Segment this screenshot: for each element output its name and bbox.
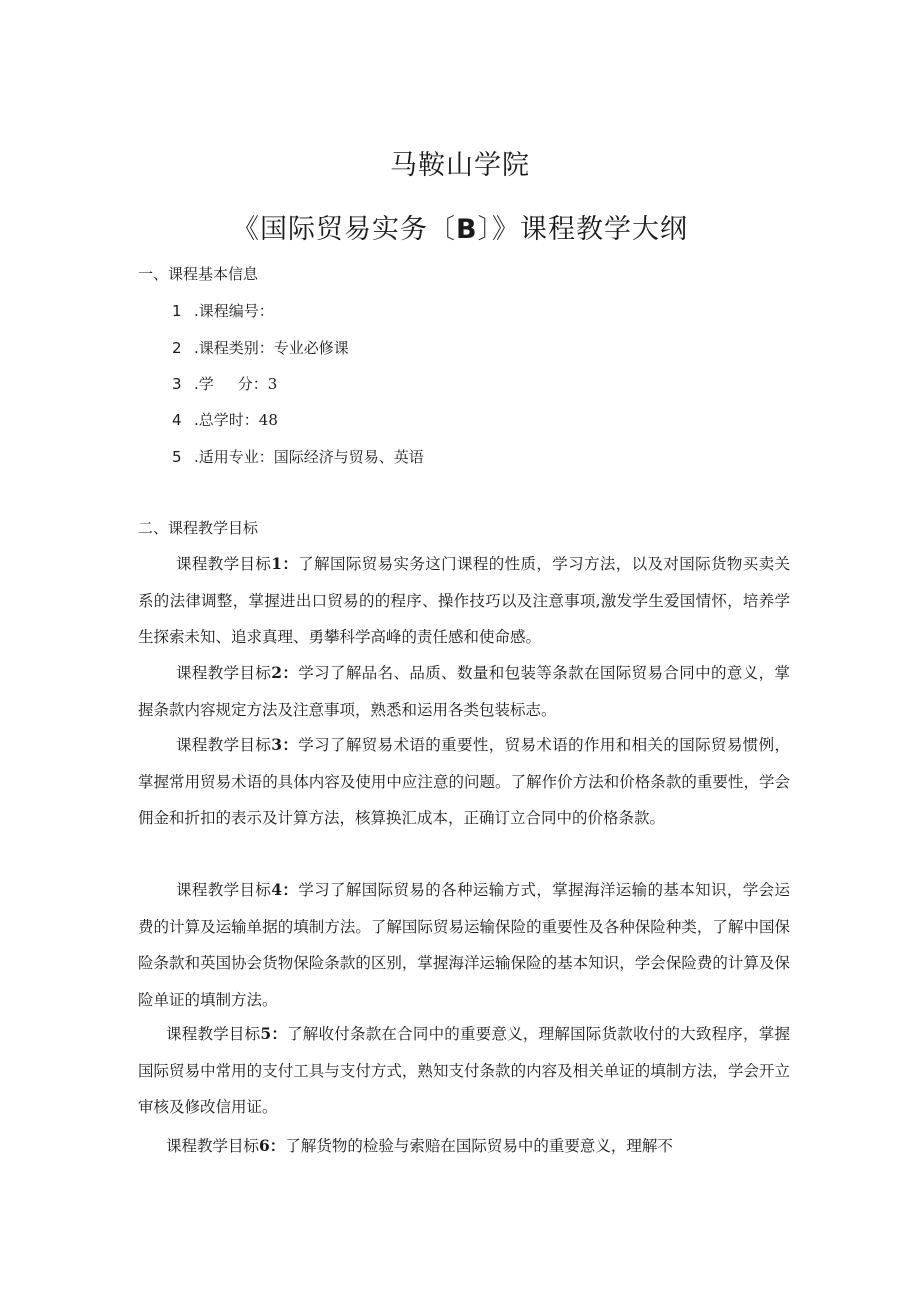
goal-lead: 课程教学目标 xyxy=(176,555,272,573)
goal-num: 5： xyxy=(260,1024,288,1043)
goal-num: 4： xyxy=(271,880,299,899)
goal-text: 了解货物的检验与索赔在国际贸易中的重要意义，理解不 xyxy=(285,1137,673,1155)
goal-lead: 课程教学目标 xyxy=(176,881,272,899)
goal-text: 了解国际贸易实务这门课程的性质，学习方法，以及对国际货物买卖关系的法律调整，掌握进出口贸易的的程序、操作技巧以及注意事项,激发学生爱国情怀，培养学生探索未知、追求真理、勇攀科学高峰的责任感和使命感。 xyxy=(138,555,790,647)
document-title xyxy=(0,207,920,246)
goal-num: 3： xyxy=(271,735,299,754)
info-num: 3 xyxy=(172,375,182,393)
info-num: 5 xyxy=(172,448,182,466)
goal-text: 学习了解贸易术语的重要性，贸易术语的作用和相关的国际贸易惯例，掌握常用贸易术语的具体内容及使用中应注意的问题。了解作价方法和价格条款的重要性，学会佣金和折扣的表示及计算方法，核算换汇成本，正确订立合同中的价格条款。 xyxy=(138,736,790,828)
info-item-code xyxy=(172,300,274,321)
info-label: .学 xyxy=(194,375,214,393)
info-item-hours xyxy=(172,409,278,430)
info-value: 专业必修课 xyxy=(273,339,349,357)
info-item-category xyxy=(172,337,349,358)
goal-text: 学习了解国际贸易的各种运输方式，掌握海洋运输的基本知识，学会运费的计算及运输单据的填制方法。了解国际贸易运输保险的重要性及各种保险种类，了解中国保险条款和英国协会货物保险条款的区别，掌握海洋运输保险的基本知识，学会保险费的计算及保险单证的填制方法。 xyxy=(138,881,790,1009)
goal-lead: 课程教学目标 xyxy=(166,1025,261,1043)
info-value: 3 xyxy=(267,375,278,393)
goal-num: 6： xyxy=(259,1136,286,1155)
school-name: 马鞍山学院 xyxy=(390,150,530,181)
info-label: .总学时： xyxy=(194,411,259,429)
info-item-majors xyxy=(172,446,424,467)
info-label: .课程编号： xyxy=(194,302,274,320)
goal-text: 学习了解品名、品质、数量和包装等条款在国际贸易合同中的意义，掌握条款内容规定方法及注意事项，熟悉和运用各类包装标志。 xyxy=(138,664,790,719)
goal-paragraph-6 xyxy=(138,1128,790,1165)
goal-num: 1： xyxy=(271,554,299,573)
goal-lead: 课程教学目标 xyxy=(176,736,272,754)
info-value: 国际经济与贸易、英语 xyxy=(273,448,424,466)
title-suffix: 〕》课程教学大纲 xyxy=(477,214,689,245)
goal-text: 了解收付条款在合同中的重要意义，理解国际货款收付的大致程序，掌握国际贸易中常用的支付工具与支付方式，熟知支付条款的内容及相关单证的填制方法，学会开立审核及修改信用证。 xyxy=(138,1025,790,1117)
info-label: .课程类别： xyxy=(194,339,274,357)
info-label: .适用专业： xyxy=(194,448,274,466)
goal-paragraph-2 xyxy=(138,655,790,728)
section-heading-objectives: 二、课程教学目标 xyxy=(138,519,259,537)
title-prefix: 《国际贸易实务〔 xyxy=(231,214,456,245)
goal-lead: 课程教学目标 xyxy=(166,1137,260,1155)
info-num: 2 xyxy=(172,339,182,357)
section-heading-basic-info: 一、课程基本信息 xyxy=(138,265,259,283)
info-num: 4 xyxy=(172,411,182,429)
goal-paragraph-1 xyxy=(138,546,790,656)
goal-num: 2： xyxy=(271,663,299,682)
info-num: 1 xyxy=(172,302,182,320)
goal-lead: 课程教学目标 xyxy=(176,664,272,682)
info-value: 48 xyxy=(258,411,278,429)
title-b: B xyxy=(455,214,478,245)
goal-paragraph-4 xyxy=(138,872,790,1018)
goal-paragraph-3 xyxy=(138,727,790,837)
info-item-credits xyxy=(172,373,277,394)
info-label-2: 分： xyxy=(237,375,268,393)
goal-paragraph-5 xyxy=(138,1016,790,1126)
